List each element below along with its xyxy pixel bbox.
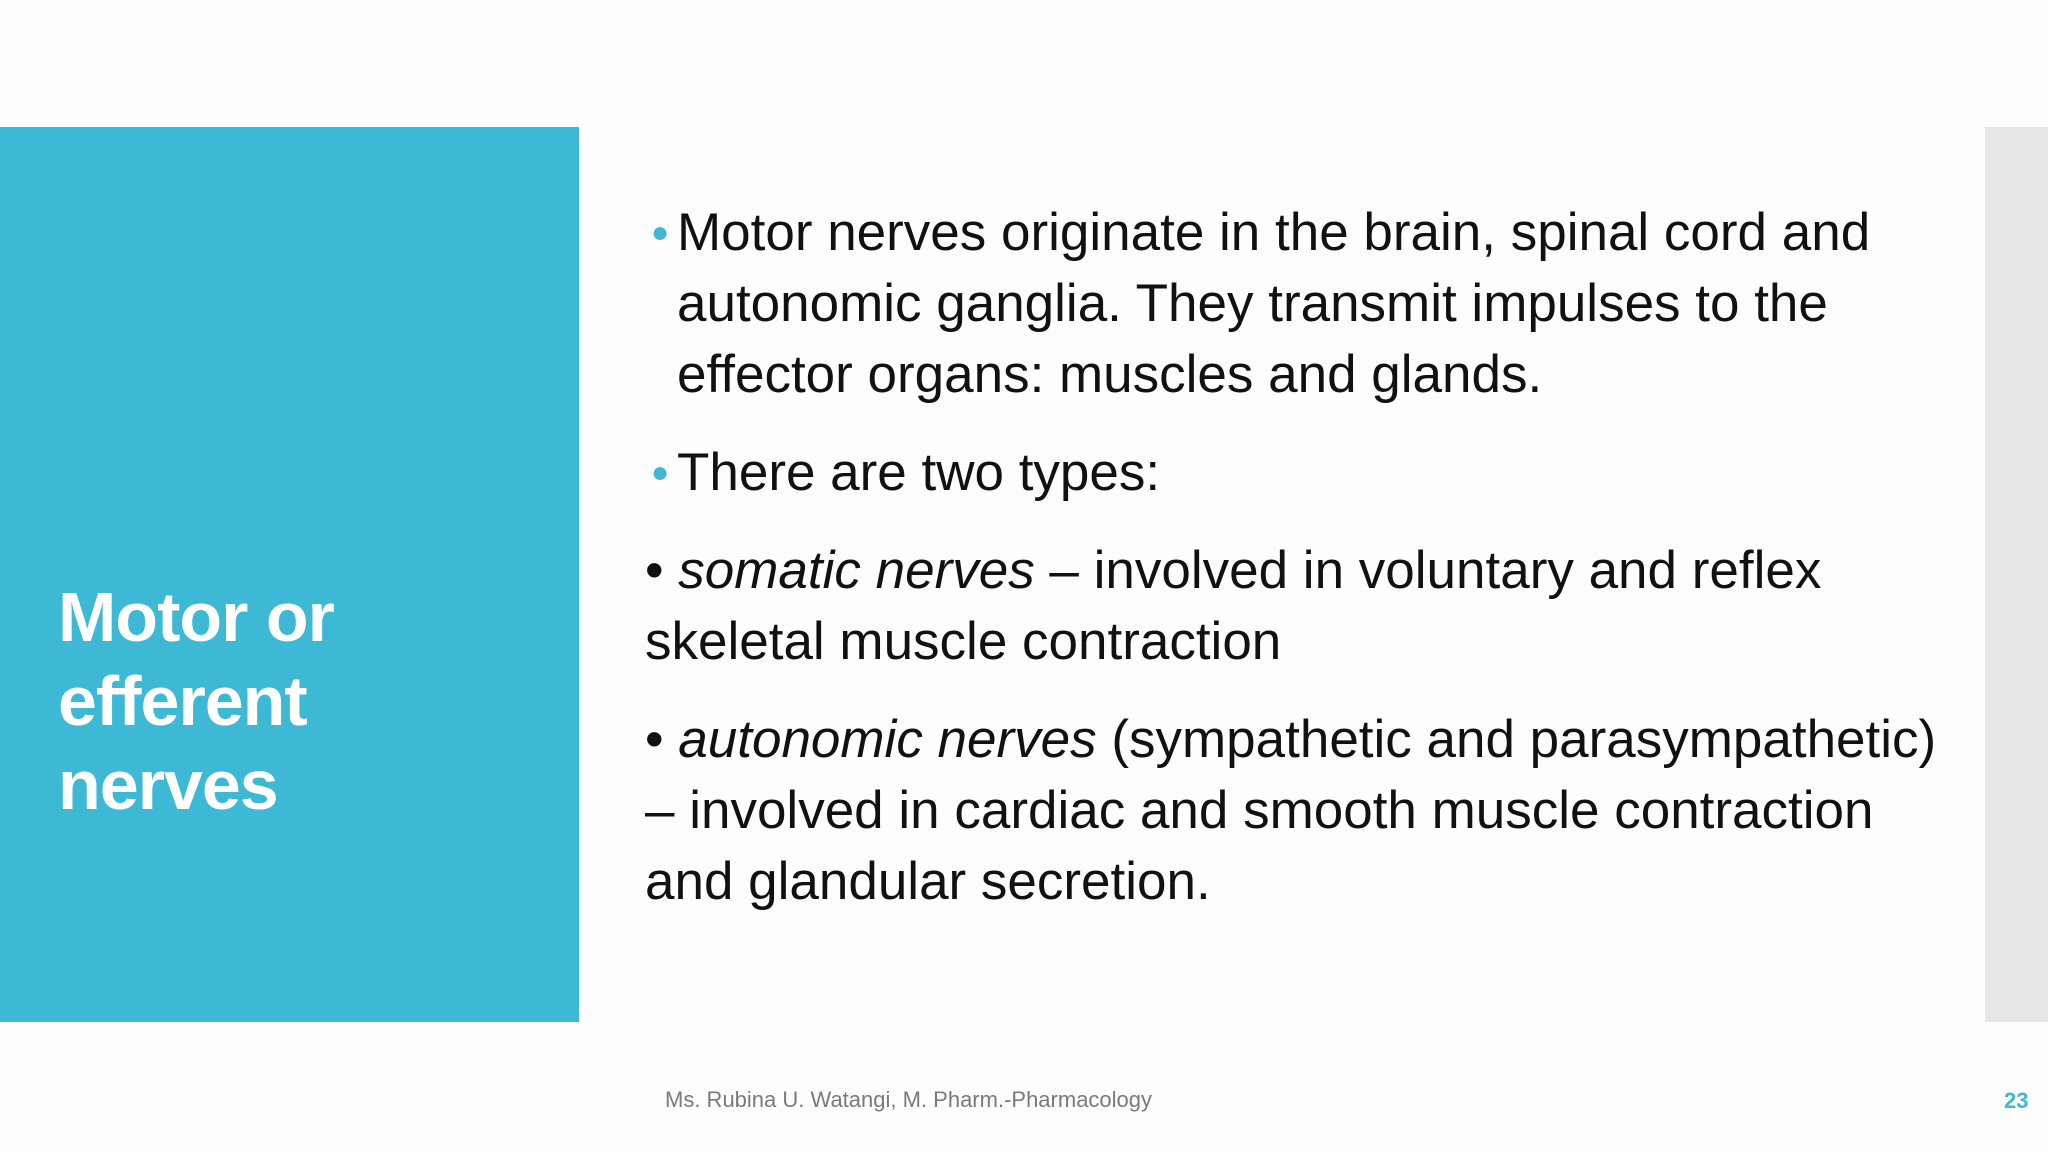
- type-marker: •: [645, 541, 664, 600]
- slide-title-line-2: efferent: [58, 662, 307, 740]
- slide-title-line-3: nerves: [58, 746, 278, 824]
- bullet-text-2: There are two types:: [677, 443, 1161, 502]
- type-term-somatic: somatic nerves: [678, 541, 1035, 600]
- type-description-somatic: – involved in voluntary and reflex skeletal muscle contraction: [645, 541, 1822, 671]
- slide-content: [645, 197, 1965, 944]
- bullet-item-1: [645, 197, 1965, 410]
- title-panel: [0, 127, 579, 1022]
- type-item-autonomic: [645, 704, 1965, 917]
- slide-title-line-1: Motor or: [58, 578, 334, 656]
- type-description-autonomic: (sympathetic and parasympathetic) – involved in cardiac and smooth muscle contraction and glandular secretion.: [645, 710, 1937, 911]
- footer-author: Ms. Rubina U. Watangi, M. Pharm.-Pharmacology: [665, 1087, 1153, 1112]
- type-marker: •: [645, 710, 664, 769]
- slide-title: [58, 575, 558, 827]
- bullet-dot-icon: ●: [651, 456, 670, 489]
- bullet-text-1: Motor nerves originate in the brain, spinal cord and autonomic ganglia. They transmit impulses to the effector organs: muscles and glands.: [677, 203, 1871, 404]
- right-decorative-bar: [1985, 127, 2048, 1022]
- page-number: 23: [2004, 1088, 2029, 1113]
- type-item-somatic: [645, 535, 1965, 677]
- bullet-dot-icon: ●: [651, 216, 670, 249]
- type-term-autonomic: autonomic nerves: [678, 710, 1097, 769]
- bullet-item-2: [645, 437, 1965, 508]
